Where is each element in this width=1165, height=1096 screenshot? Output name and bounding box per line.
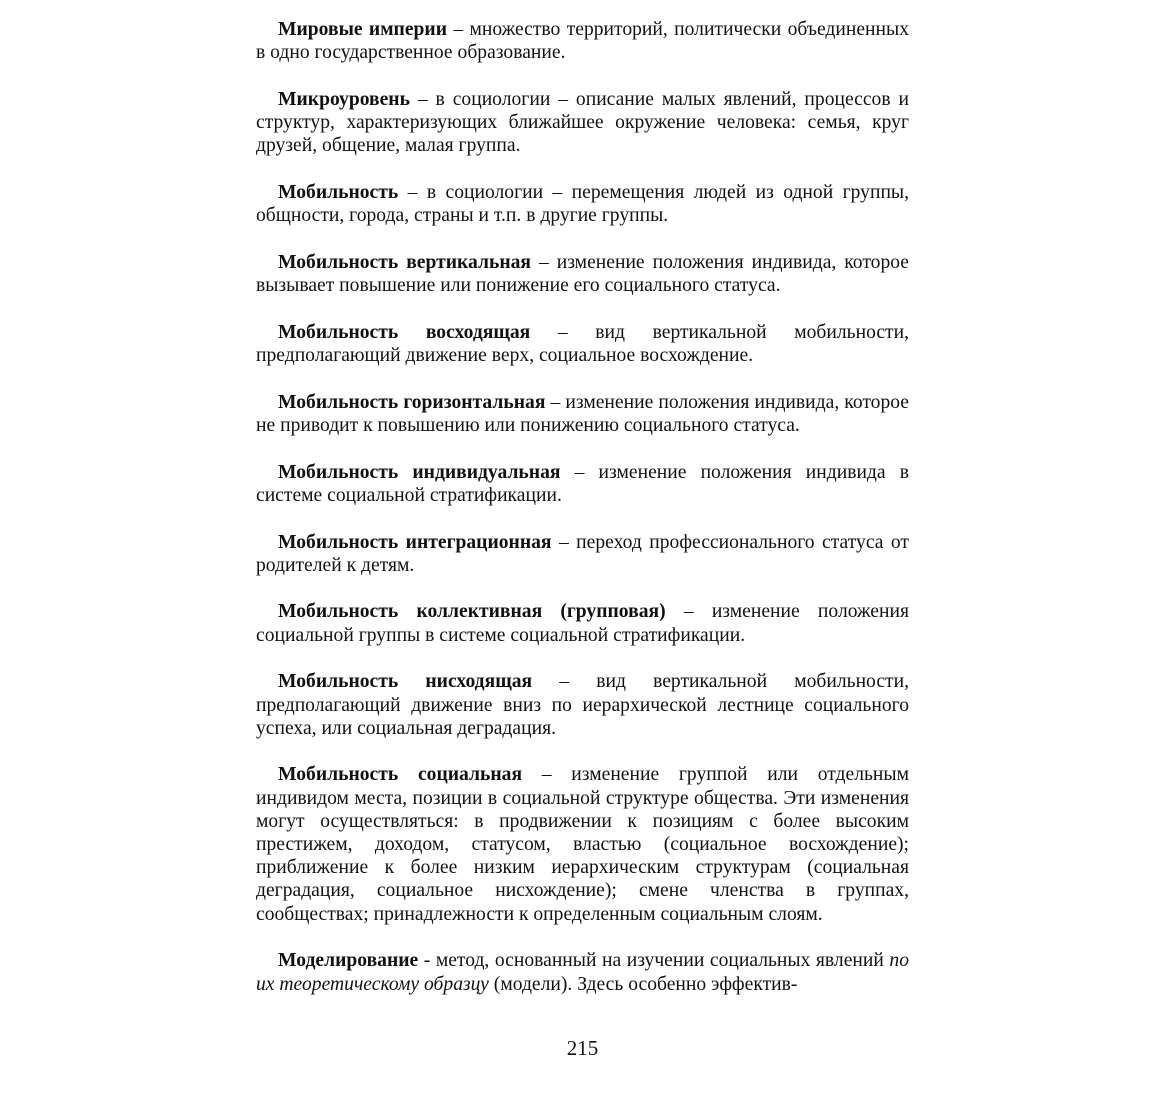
glossary-definition: – вид вертикальной мобильности, предполагающий движение вниз по иерархической лестнице социального успеха, или социальная деградация. — [256, 671, 909, 739]
glossary-definition: – изменение положения индивида, которое не приводит к повышению или понижению социального статуса. — [256, 391, 909, 436]
glossary-term: Мобильность вертикальная — [278, 251, 532, 273]
glossary-term: Мобильность горизонтальная — [278, 391, 546, 413]
glossary-term: Мобильность нисходящая — [278, 671, 533, 693]
glossary-definition: - метод, основанный на изучении социальных явлений — [418, 950, 890, 972]
glossary-definition: (модели). Здесь особенно эффектив- — [488, 973, 798, 995]
glossary-entry — [256, 18, 909, 64]
glossary-definition: – изменение положения индивида в системе социальной стратификации. — [256, 461, 909, 506]
page-number: 215 — [566, 1036, 599, 1060]
glossary-page — [256, 18, 909, 1019]
glossary-entry — [256, 88, 909, 158]
glossary-term: Моделирование — [278, 950, 419, 972]
glossary-term: Мобильность коллективная (групповая) — [278, 601, 666, 623]
glossary-term: Микроуровень — [278, 88, 410, 110]
glossary-entry — [256, 531, 909, 577]
glossary-entry — [256, 321, 909, 367]
glossary-entry — [256, 181, 909, 227]
glossary-entry — [256, 600, 909, 646]
glossary-definition: – переход профессионального статуса от родителей к детям. — [256, 531, 909, 576]
glossary-entry — [256, 949, 909, 995]
glossary-term: Мобильность интеграционная — [278, 531, 552, 553]
glossary-term: Мобильность социальная — [278, 764, 523, 786]
glossary-definition: – в социологии – перемещения людей из одной группы, общности, города, страны и т.п. в другие группы. — [256, 182, 909, 227]
glossary-term: Мировые империи — [278, 19, 448, 40]
glossary-entry — [256, 461, 909, 507]
glossary-definition-emphasis: по их теоретическому образцу — [256, 950, 909, 995]
glossary-definition: – изменение положения социальной группы в системе социальной стратификации. — [256, 601, 909, 646]
glossary-definition: – изменение группой или отдельным индивидом места, позиции в социальной структуре общества. Эти изменения могут осуществляться: в продвижении к позициям с более высоким престижем, доходом, статусом, властью (социальное восхождение); приближение к более низким иерархическим структурам (социальная деградация, социальное нисхождение); смене членства в группах, сообществах; принадлежности к определенным социальным слоям. — [256, 764, 909, 925]
glossary-entry — [256, 391, 909, 437]
glossary-definition: – в социологии – описание малых явлений, процессов и структур, характеризующих ближайшее окружение человека: семья, круг друзей, общение, малая группа. — [256, 88, 909, 157]
glossary-entry — [256, 670, 909, 740]
glossary-entry — [256, 251, 909, 297]
glossary-term: Мобильность индивидуальная — [278, 461, 561, 483]
glossary-definition: – изменение положения индивида, которое вызывает повышение или понижение его социального статуса. — [256, 251, 909, 297]
glossary-term: Мобильность — [278, 182, 399, 204]
glossary-entry — [256, 763, 909, 925]
glossary-definition: – вид вертикальной мобильности, предполагающий движение верх, социальное восхождение. — [256, 321, 910, 367]
glossary-definition: – множество территорий, политически объединенных в одно государственное образование. — [256, 19, 909, 64]
glossary-term: Мобильность восходящая — [278, 321, 531, 343]
